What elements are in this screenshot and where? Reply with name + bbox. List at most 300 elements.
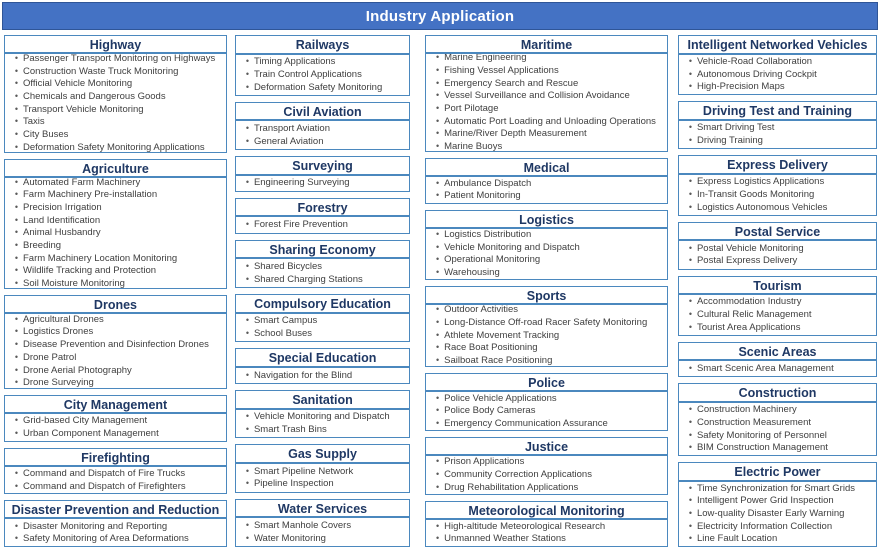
bullet-icon: • bbox=[14, 252, 19, 263]
box-title: Maritime bbox=[426, 36, 667, 54]
bullet-icon: • bbox=[436, 392, 440, 403]
list-item bbox=[684, 135, 874, 147]
item-label: Deformation Safety Monitoring bbox=[253, 81, 383, 93]
list-item bbox=[10, 365, 224, 377]
item-label: Electricity Information Collection bbox=[696, 520, 833, 532]
list-item bbox=[431, 521, 665, 533]
item-label: Timing Applications bbox=[253, 56, 336, 68]
list-item bbox=[431, 305, 665, 316]
bullet-icon: • bbox=[436, 316, 440, 327]
bullet-icon: • bbox=[245, 411, 250, 422]
list-item bbox=[684, 69, 874, 81]
bullet-icon: • bbox=[14, 364, 19, 375]
item-label: Logistics Autonomous Vehicles bbox=[696, 201, 828, 213]
list-item bbox=[10, 116, 224, 128]
bullet-icon: • bbox=[688, 429, 693, 440]
item-label: Farm Machinery Pre-installation bbox=[23, 189, 158, 201]
list-item bbox=[241, 123, 407, 135]
bullet-icon: • bbox=[14, 377, 19, 388]
item-label: Soil Moisture Monitoring bbox=[23, 278, 125, 289]
box-scenic-areas bbox=[678, 342, 877, 378]
bullet-icon: • bbox=[14, 201, 19, 212]
list-item bbox=[10, 215, 224, 227]
list-item bbox=[241, 478, 407, 490]
list-item bbox=[431, 254, 665, 266]
bullet-icon: • bbox=[14, 339, 19, 350]
box-disaster-prevention-and-reduction bbox=[4, 500, 227, 547]
list-item bbox=[241, 82, 407, 94]
box-police bbox=[425, 373, 668, 431]
list-item bbox=[10, 253, 224, 265]
item-label: General Aviation bbox=[253, 135, 324, 147]
box-drones bbox=[4, 295, 227, 389]
box-logistics bbox=[425, 210, 668, 280]
item-list bbox=[236, 464, 409, 492]
bullet-icon: • bbox=[436, 190, 440, 201]
bullet-icon: • bbox=[14, 467, 19, 478]
item-list bbox=[236, 217, 409, 232]
bullet-icon: • bbox=[14, 520, 19, 531]
item-label: Construction Machinery bbox=[696, 404, 797, 416]
item-label: Tourist Area Applications bbox=[696, 321, 801, 333]
item-list bbox=[679, 361, 876, 376]
bullet-icon: • bbox=[688, 495, 693, 506]
list-item bbox=[241, 69, 407, 81]
item-list bbox=[426, 520, 667, 546]
box-special-education bbox=[235, 348, 410, 384]
item-label: Official Vehicle Monitoring bbox=[23, 78, 133, 90]
list-item bbox=[684, 363, 874, 375]
list-item bbox=[431, 229, 665, 241]
list-item bbox=[431, 267, 665, 279]
bullet-icon: • bbox=[14, 480, 19, 491]
bullet-icon: • bbox=[688, 188, 693, 199]
item-list bbox=[236, 410, 409, 438]
bullet-icon: • bbox=[436, 456, 440, 467]
list-item bbox=[10, 521, 224, 533]
item-list bbox=[679, 175, 876, 215]
item-label: Warehousing bbox=[444, 266, 500, 278]
list-item bbox=[431, 482, 665, 494]
bullet-icon: • bbox=[436, 102, 440, 113]
box-postal-service bbox=[678, 222, 877, 270]
bullet-icon: • bbox=[688, 442, 693, 453]
list-item bbox=[10, 468, 224, 480]
list-item bbox=[10, 415, 224, 427]
list-item bbox=[431, 456, 665, 468]
bullet-icon: • bbox=[245, 177, 250, 188]
bullet-icon: • bbox=[245, 122, 250, 133]
bullet-icon: • bbox=[245, 260, 250, 271]
item-label: Safety Monitoring of Personnel bbox=[696, 429, 827, 441]
item-label: Driving Training bbox=[696, 135, 763, 147]
item-label: Marine/River Depth Measurement bbox=[444, 128, 587, 140]
list-item bbox=[241, 424, 407, 436]
item-label: Community Correction Applications bbox=[444, 469, 592, 481]
page-title: Industry Application bbox=[365, 7, 515, 25]
bullet-icon: • bbox=[14, 326, 19, 337]
item-label: Deformation Safety Monitoring Applications bbox=[23, 141, 205, 153]
item-label: Logistics Distribution bbox=[444, 228, 532, 240]
list-item bbox=[431, 317, 665, 329]
bullet-icon: • bbox=[436, 64, 440, 75]
item-label: Sailboat Race Positioning bbox=[444, 354, 553, 366]
item-label: Transport Vehicle Monitoring bbox=[23, 103, 144, 115]
item-label: Marine Buoys bbox=[444, 141, 503, 151]
bullet-icon: • bbox=[245, 532, 250, 543]
item-list bbox=[679, 403, 876, 455]
list-item bbox=[684, 202, 874, 214]
list-item bbox=[684, 296, 874, 308]
list-item bbox=[10, 142, 224, 152]
item-label: Marine Engineering bbox=[444, 53, 527, 64]
list-item bbox=[431, 469, 665, 481]
bullet-icon: • bbox=[14, 54, 19, 63]
item-label: Line Fault Location bbox=[696, 533, 778, 545]
box-express-delivery bbox=[678, 155, 877, 215]
list-item bbox=[431, 54, 665, 64]
item-label: Command and Dispatch of Firefighters bbox=[23, 480, 186, 492]
list-item bbox=[241, 56, 407, 68]
item-label: Postal Express Delivery bbox=[696, 255, 798, 267]
bullet-icon: • bbox=[436, 533, 440, 544]
list-item bbox=[431, 418, 665, 430]
item-label: Disease Prevention and Disinfection Drones bbox=[23, 339, 209, 351]
item-label: Outdoor Activities bbox=[444, 304, 519, 316]
box-railways bbox=[235, 35, 410, 96]
item-label: Vessel Surveillance and Collision Avoidance bbox=[444, 90, 630, 102]
item-label: Land Identification bbox=[23, 214, 101, 226]
list-item bbox=[431, 355, 665, 366]
list-item bbox=[10, 129, 224, 141]
bullet-icon: • bbox=[436, 481, 440, 492]
bullet-icon: • bbox=[245, 369, 250, 380]
item-list bbox=[426, 54, 667, 151]
list-item bbox=[241, 136, 407, 148]
item-label: Vehicle Monitoring and Dispatch bbox=[444, 241, 580, 253]
list-item bbox=[241, 466, 407, 478]
bullet-icon: • bbox=[245, 56, 250, 67]
list-item bbox=[684, 309, 874, 321]
list-item bbox=[684, 508, 874, 520]
item-list bbox=[236, 55, 409, 95]
bullet-icon: • bbox=[688, 55, 693, 66]
list-item bbox=[431, 178, 665, 190]
bullet-icon: • bbox=[14, 189, 19, 200]
list-item bbox=[10, 202, 224, 214]
column-1 bbox=[4, 35, 227, 547]
bullet-icon: • bbox=[245, 315, 250, 326]
item-label: Grid-based City Management bbox=[23, 415, 148, 427]
bullet-icon: • bbox=[14, 116, 19, 127]
list-item bbox=[10, 227, 224, 239]
box-title: Water Services bbox=[236, 500, 409, 519]
box-driving-test-and-training bbox=[678, 101, 877, 149]
item-label: Autonomous Driving Cockpit bbox=[696, 68, 817, 80]
list-item bbox=[684, 243, 874, 255]
bullet-icon: • bbox=[14, 65, 19, 76]
box-title: Railways bbox=[236, 36, 409, 55]
bullet-icon: • bbox=[688, 122, 693, 133]
bullet-icon: • bbox=[436, 254, 440, 265]
bullet-icon: • bbox=[436, 342, 440, 353]
box-title: Sports bbox=[426, 287, 667, 305]
item-list bbox=[426, 392, 667, 430]
box-title: City Management bbox=[5, 396, 226, 414]
item-label: Automatic Port Loading and Unloading Operations bbox=[444, 115, 656, 127]
item-list bbox=[426, 456, 667, 494]
bullet-icon: • bbox=[14, 240, 19, 251]
box-title: Disaster Prevention and Reduction bbox=[5, 501, 226, 519]
box-construction bbox=[678, 383, 877, 456]
list-item bbox=[10, 178, 224, 188]
box-water-services bbox=[235, 499, 410, 547]
list-item bbox=[431, 330, 665, 342]
item-label: Fishing Vessel Applications bbox=[444, 64, 559, 76]
bullet-icon: • bbox=[245, 135, 250, 146]
list-item bbox=[684, 176, 874, 188]
bullet-icon: • bbox=[436, 266, 440, 277]
list-item bbox=[684, 404, 874, 416]
item-label: Safety Monitoring of Area Deformations bbox=[23, 533, 189, 545]
box-sports bbox=[425, 286, 668, 367]
item-label: High-altitude Meteorological Research bbox=[444, 520, 606, 532]
item-label: Breeding bbox=[23, 240, 62, 252]
item-label: Drug Rehabilitation Applications bbox=[444, 481, 579, 493]
bullet-icon: • bbox=[436, 241, 440, 252]
bullet-icon: • bbox=[14, 128, 19, 139]
item-label: City Buses bbox=[23, 128, 69, 140]
item-list bbox=[236, 121, 409, 149]
box-title: Civil Aviation bbox=[236, 103, 409, 122]
list-item bbox=[10, 104, 224, 116]
item-list bbox=[5, 414, 226, 441]
box-title: Meteorological Monitoring bbox=[426, 502, 667, 520]
item-list bbox=[679, 482, 876, 546]
box-firefighting bbox=[4, 448, 227, 495]
list-item bbox=[684, 81, 874, 93]
box-title: Intelligent Networked Vehicles bbox=[679, 36, 876, 55]
list-item bbox=[431, 65, 665, 77]
bullet-icon: • bbox=[245, 273, 250, 284]
list-item bbox=[684, 122, 874, 134]
bullet-icon: • bbox=[688, 296, 693, 307]
item-label: Vehicle-Road Collaboration bbox=[696, 55, 813, 67]
bullet-icon: • bbox=[436, 177, 440, 188]
item-label: BIM Construction Management bbox=[696, 442, 828, 454]
box-sharing-economy bbox=[235, 240, 410, 288]
list-item bbox=[431, 393, 665, 405]
item-label: Police Body Cameras bbox=[444, 405, 536, 417]
box-medical bbox=[425, 158, 668, 204]
bullet-icon: • bbox=[245, 478, 250, 489]
list-item bbox=[241, 520, 407, 532]
bullet-icon: • bbox=[688, 482, 693, 493]
bullet-icon: • bbox=[436, 329, 440, 340]
list-item bbox=[684, 189, 874, 201]
item-label: Ambulance Dispatch bbox=[444, 177, 532, 189]
list-item bbox=[241, 261, 407, 273]
bullet-icon: • bbox=[436, 228, 440, 239]
item-label: Unmanned Weather Stations bbox=[444, 533, 566, 545]
item-label: Prison Applications bbox=[444, 456, 525, 468]
item-label: Smart Campus bbox=[253, 315, 318, 327]
box-tourism bbox=[678, 276, 877, 336]
item-label: Engineering Surveying bbox=[253, 177, 350, 189]
box-title: Forestry bbox=[236, 199, 409, 218]
item-list bbox=[426, 305, 667, 367]
list-item bbox=[431, 190, 665, 202]
list-item bbox=[431, 128, 665, 140]
item-label: Water Monitoring bbox=[253, 532, 326, 544]
list-item bbox=[10, 377, 224, 388]
item-label: Intelligent Power Grid Inspection bbox=[696, 495, 834, 507]
bullet-icon: • bbox=[436, 417, 440, 428]
bullet-icon: • bbox=[14, 227, 19, 238]
item-label: Vehicle Monitoring and Dispatch bbox=[253, 411, 390, 423]
box-title: Special Education bbox=[236, 349, 409, 368]
item-label: Urban Component Management bbox=[23, 428, 159, 440]
item-list bbox=[426, 177, 667, 203]
box-compulsory-education bbox=[235, 294, 410, 342]
bullet-icon: • bbox=[245, 219, 250, 230]
item-label: Shared Charging Stations bbox=[253, 273, 363, 285]
box-title: Police bbox=[426, 374, 667, 392]
item-label: Accommodation Industry bbox=[696, 296, 802, 308]
bullet-icon: • bbox=[688, 135, 693, 146]
box-title: Driving Test and Training bbox=[679, 102, 876, 120]
bullet-icon: • bbox=[245, 68, 250, 79]
bullet-icon: • bbox=[688, 321, 693, 332]
bullet-icon: • bbox=[688, 255, 693, 266]
box-maritime bbox=[425, 35, 668, 152]
list-item bbox=[431, 405, 665, 417]
bullet-icon: • bbox=[688, 507, 693, 518]
item-label: Operational Monitoring bbox=[444, 254, 541, 266]
box-civil-aviation bbox=[235, 102, 410, 150]
list-item bbox=[10, 54, 224, 64]
item-label: Shared Bicycles bbox=[253, 260, 323, 272]
box-title: Surveying bbox=[236, 157, 409, 176]
item-label: Train Control Applications bbox=[253, 68, 362, 80]
list-item bbox=[684, 521, 874, 533]
item-label: Drone Surveying bbox=[23, 377, 94, 389]
bullet-icon: • bbox=[688, 81, 693, 92]
bullet-icon: • bbox=[14, 533, 19, 544]
bullet-icon: • bbox=[14, 278, 19, 289]
box-title: Gas Supply bbox=[236, 445, 409, 464]
item-list bbox=[5, 54, 226, 152]
item-list bbox=[5, 467, 226, 494]
bullet-icon: • bbox=[688, 309, 693, 320]
item-label: Smart Scenic Area Management bbox=[696, 363, 834, 375]
item-list bbox=[679, 55, 876, 95]
list-item bbox=[241, 370, 407, 382]
item-list bbox=[236, 259, 409, 287]
list-item bbox=[10, 265, 224, 277]
list-item bbox=[684, 417, 874, 429]
box-title: Sharing Economy bbox=[236, 241, 409, 260]
list-item bbox=[241, 274, 407, 286]
item-label: Patient Monitoring bbox=[444, 190, 521, 202]
box-title: Logistics bbox=[426, 211, 667, 229]
box-title: Firefighting bbox=[5, 449, 226, 467]
box-justice bbox=[425, 437, 668, 495]
list-item bbox=[684, 442, 874, 454]
list-item bbox=[10, 240, 224, 252]
bullet-icon: • bbox=[436, 141, 440, 151]
bullet-icon: • bbox=[436, 405, 440, 416]
list-item bbox=[10, 78, 224, 90]
box-title: Electric Power bbox=[679, 463, 876, 482]
item-list bbox=[5, 519, 226, 546]
list-item bbox=[241, 411, 407, 423]
item-label: In-Transit Goods Monitoring bbox=[696, 188, 815, 200]
bullet-icon: • bbox=[14, 90, 19, 101]
item-label: Cultural Relic Management bbox=[696, 309, 812, 321]
item-label: Forest Fire Prevention bbox=[253, 219, 348, 231]
list-item bbox=[684, 56, 874, 68]
item-label: Drone Aerial Photography bbox=[23, 364, 132, 376]
box-agriculture bbox=[4, 159, 227, 289]
box-sanitation bbox=[235, 390, 410, 438]
item-list bbox=[5, 178, 226, 288]
item-label: Low-quality Disaster Early Warning bbox=[696, 507, 845, 519]
item-list bbox=[426, 229, 667, 279]
box-surveying bbox=[235, 156, 410, 192]
bullet-icon: • bbox=[245, 327, 250, 338]
item-label: Express Logistics Applications bbox=[696, 176, 825, 188]
box-title: Medical bbox=[426, 159, 667, 177]
box-meteorological-monitoring bbox=[425, 501, 668, 547]
box-title: Express Delivery bbox=[679, 156, 876, 175]
item-list bbox=[679, 121, 876, 148]
bullet-icon: • bbox=[436, 53, 440, 63]
item-list bbox=[236, 368, 409, 383]
item-label: Disaster Monitoring and Reporting bbox=[23, 520, 168, 532]
list-item bbox=[10, 533, 224, 545]
bullet-icon: • bbox=[688, 533, 693, 544]
list-item bbox=[431, 342, 665, 354]
bullet-icon: • bbox=[688, 520, 693, 531]
list-item bbox=[684, 533, 874, 545]
bullet-icon: • bbox=[14, 428, 19, 439]
item-label: Agricultural Drones bbox=[23, 314, 104, 325]
bullet-icon: • bbox=[436, 115, 440, 126]
item-list bbox=[5, 314, 226, 388]
bullet-icon: • bbox=[14, 141, 19, 152]
list-item bbox=[431, 78, 665, 90]
item-label: Athlete Movement Tracking bbox=[444, 329, 560, 341]
bullet-icon: • bbox=[436, 90, 440, 101]
bullet-icon: • bbox=[14, 415, 19, 426]
item-list bbox=[236, 518, 409, 546]
box-title: Justice bbox=[426, 438, 667, 456]
box-title: Drones bbox=[5, 296, 226, 314]
bullet-icon: • bbox=[245, 81, 250, 92]
box-title: Highway bbox=[5, 36, 226, 54]
bullet-icon: • bbox=[14, 103, 19, 114]
box-forestry bbox=[235, 198, 410, 234]
item-label: Navigation for the Blind bbox=[253, 369, 353, 381]
list-item bbox=[10, 91, 224, 103]
bullet-icon: • bbox=[688, 416, 693, 427]
bullet-icon: • bbox=[436, 520, 440, 531]
bullet-icon: • bbox=[436, 128, 440, 139]
list-item bbox=[684, 255, 874, 267]
list-item bbox=[431, 116, 665, 128]
item-list bbox=[679, 241, 876, 268]
